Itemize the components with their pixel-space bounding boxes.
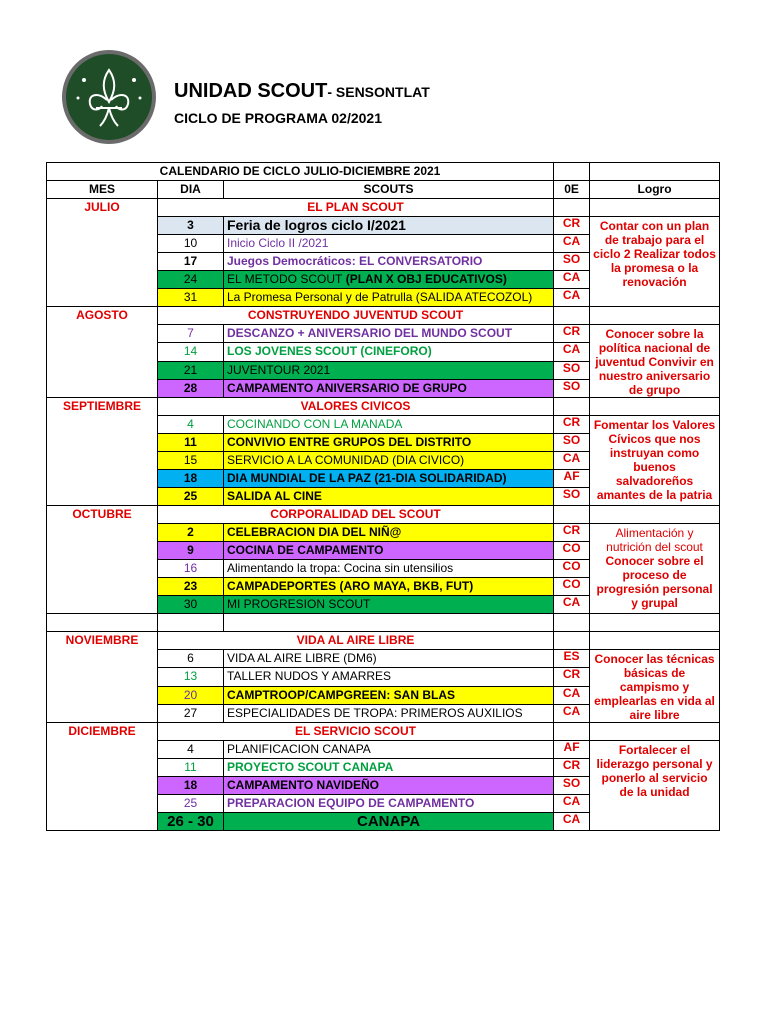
activity-cell	[224, 596, 554, 614]
spacer-row	[47, 614, 720, 632]
logro-text: Contar con un plan de trabajo para el ciclo 2 Realizar todos la promesa o la renovación	[593, 219, 716, 289]
oe-code: CR	[554, 217, 590, 235]
col-header-mes: MES	[47, 181, 158, 199]
day-cell: 25	[158, 488, 224, 506]
activity-cell	[224, 813, 554, 831]
col-header-dia: DIA	[158, 181, 224, 199]
day-cell: 31	[158, 289, 224, 307]
activity-cell	[224, 343, 554, 361]
activity-cell	[224, 741, 554, 759]
activity-cell	[224, 488, 554, 506]
day-cell: 25	[158, 795, 224, 813]
day-cell: 17	[158, 253, 224, 271]
oe-code: SO	[554, 488, 590, 506]
activity-text: Feria de logros ciclo I/2021	[227, 217, 406, 233]
activity-cell	[224, 470, 554, 488]
col-header-scouts: SCOUTS	[224, 181, 554, 199]
activity-text: SERVICIO A LA COMUNIDAD (DIA CIVICO)	[227, 453, 465, 467]
activity-text: CONVIVIO ENTRE GRUPOS DEL DISTRITO	[227, 435, 472, 449]
section-title: EL SERVICIO SCOUT	[158, 723, 554, 741]
col-header-oe: 0E	[554, 181, 590, 199]
section-title: VALORES CIVICOS	[158, 398, 554, 416]
activity-cell	[224, 217, 554, 235]
logro-text-normal: Alimentación y nutrición del scout	[606, 526, 703, 554]
activity-text: LOS JOVENES SCOUT (CINEFORO)	[227, 344, 432, 359]
oe-code: CA	[554, 704, 590, 722]
month-label: SEPTIEMBRE	[47, 398, 158, 506]
day-cell: 7	[158, 325, 224, 343]
activity-text: PROYECTO SCOUT CANAPA	[227, 760, 394, 774]
day-cell: 16	[158, 560, 224, 578]
activity-text: Juegos Democráticos: EL CONVERSATORIO	[227, 254, 483, 268]
day-cell: 15	[158, 452, 224, 470]
calendar-table	[46, 162, 720, 831]
activity-text: PLANIFICACION CANAPA	[227, 742, 371, 756]
activity-cell	[224, 686, 554, 704]
activity-cell	[224, 560, 554, 578]
logro-cell	[590, 524, 720, 614]
month-label: DICIEMBRE	[47, 723, 158, 831]
activity-text: La Promesa Personal y de Patrulla (SALIDA ATECOZOL)	[227, 290, 533, 304]
oe-code: AF	[554, 741, 590, 759]
activity-cell	[224, 361, 554, 379]
activity-text: CAMPAMENTO ANIVERSARIO DE GRUPO	[227, 380, 467, 395]
day-cell: 23	[158, 578, 224, 596]
activity-text: MI PROGRESION SCOUT	[227, 597, 371, 611]
activity-text: VIDA AL AIRE LIBRE (DM6)	[227, 651, 377, 666]
month-label: NOVIEMBRE	[47, 632, 158, 723]
oe-code: CO	[554, 560, 590, 578]
activity-text: CELEBRACION DIA DEL NIÑ@	[227, 525, 402, 539]
activity-text: DESCANZO + ANIVERSARIO DEL MUNDO SCOUT	[227, 326, 513, 341]
activity-cell	[224, 650, 554, 668]
section-title: VIDA AL AIRE LIBRE	[158, 632, 554, 650]
section-title: CONSTRUYENDO JUVENTUD SCOUT	[158, 307, 554, 325]
oe-code: CR	[554, 759, 590, 777]
month-label: JULIO	[47, 199, 158, 307]
activity-cell	[224, 777, 554, 795]
oe-code: ES	[554, 650, 590, 668]
oe-code: CA	[554, 289, 590, 307]
oe-code: CO	[554, 578, 590, 596]
oe-code: CR	[554, 524, 590, 542]
day-cell: 28	[158, 379, 224, 397]
oe-code: CR	[554, 668, 590, 686]
scout-logo	[62, 50, 156, 144]
day-cell: 21	[158, 361, 224, 379]
day-cell: 18	[158, 777, 224, 795]
activity-cell	[224, 578, 554, 596]
activity-text: COCINA DE CAMPAMENTO	[227, 543, 384, 557]
activity-text: DIA MUNDIAL DE LA PAZ (21-DIA SOLIDARIDAD)	[227, 471, 507, 485]
logro-text: Fortalecer el liderazgo personal y ponerlo al servicio de la unidad	[596, 743, 713, 799]
month-section-row	[47, 307, 720, 325]
page-title	[174, 80, 430, 103]
activity-text: CANAPA	[356, 813, 421, 830]
logro-cell	[590, 650, 720, 723]
activity-text: Alimentando la tropa: Cocina sin utensilios	[227, 561, 454, 575]
logro-cell	[590, 741, 720, 831]
oe-code: CA	[554, 813, 590, 831]
logro-text: Conocer sobre la política nacional de juventud Convivir en nuestro aniversario de grupo	[595, 327, 714, 397]
section-title: EL PLAN SCOUT	[158, 199, 554, 217]
day-cell: 20	[158, 686, 224, 704]
activity-cell	[224, 416, 554, 434]
activity-text: CAMPTROOP/CAMPGREEN: SAN BLAS	[227, 687, 456, 702]
day-cell: 27	[158, 704, 224, 722]
oe-code: SO	[554, 379, 590, 397]
day-cell: 11	[158, 434, 224, 452]
activity-cell	[224, 542, 554, 560]
calendar-title-row	[47, 163, 720, 181]
month-label: AGOSTO	[47, 307, 158, 398]
calendar-title: CALENDARIO DE CICLO JULIO-DICIEMBRE 2021	[47, 163, 554, 181]
activity-text: COCINANDO CON LA MANADA	[227, 417, 403, 431]
day-cell: 4	[158, 741, 224, 759]
activity-text: CAMPADEPORTES (ARO MAYA, BKB, FUT)	[227, 579, 474, 593]
day-cell: 26 - 30	[158, 813, 224, 831]
page-subtitle: CICLO DE PROGRAMA 02/2021	[174, 110, 382, 126]
oe-code: CA	[554, 343, 590, 361]
activity-text: PREPARACION EQUIPO DE CAMPAMENTO	[227, 796, 475, 810]
month-section-row	[47, 398, 720, 416]
day-cell: 10	[158, 235, 224, 253]
oe-code: SO	[554, 777, 590, 795]
oe-code: CA	[554, 452, 590, 470]
logro-text: Conocer sobre el proceso de progresión personal y grupal	[596, 554, 713, 610]
oe-code: CR	[554, 416, 590, 434]
title-suffix: - SENSONTLAT	[327, 84, 430, 100]
oe-code: CA	[554, 235, 590, 253]
oe-code: CA	[554, 596, 590, 614]
oe-code: CA	[554, 271, 590, 289]
oe-code: SO	[554, 253, 590, 271]
activity-cell	[224, 379, 554, 397]
oe-code: CR	[554, 325, 590, 343]
logro-cell	[590, 416, 720, 506]
day-cell: 14	[158, 343, 224, 361]
activity-cell	[224, 289, 554, 307]
activity-cell	[224, 325, 554, 343]
day-cell: 18	[158, 470, 224, 488]
day-cell: 3	[158, 217, 224, 235]
logro-cell	[590, 217, 720, 307]
activity-cell	[224, 704, 554, 722]
day-cell: 6	[158, 650, 224, 668]
month-section-row	[47, 199, 720, 217]
oe-code: SO	[554, 434, 590, 452]
activity-cell	[224, 271, 554, 289]
activity-cell	[224, 524, 554, 542]
day-cell: 2	[158, 524, 224, 542]
oe-code: SO	[554, 361, 590, 379]
activity-text: SALIDA AL CINE	[227, 489, 322, 503]
column-header-row	[47, 181, 720, 199]
oe-code: AF	[554, 470, 590, 488]
activity-cell	[224, 434, 554, 452]
logro-text: Fomentar los Valores Cívicos que nos instruyan como buenos salvadoreños amantes de la patria	[593, 418, 716, 502]
day-cell: 24	[158, 271, 224, 289]
activity-text-bold: (PLAN X OBJ EDUCATIVOS)	[342, 272, 507, 286]
fleur-de-lis-icon	[62, 50, 156, 144]
activity-cell	[224, 253, 554, 271]
activity-text: TALLER NUDOS Y AMARRES	[227, 669, 392, 684]
month-section-row	[47, 506, 720, 524]
activity-cell	[224, 795, 554, 813]
oe-code: CO	[554, 542, 590, 560]
activity-cell	[224, 668, 554, 686]
section-title: CORPORALIDAD DEL SCOUT	[158, 506, 554, 524]
logro-cell	[590, 325, 720, 398]
day-cell: 9	[158, 542, 224, 560]
col-header-logro: Logro	[590, 181, 720, 199]
activity-cell	[224, 452, 554, 470]
day-cell: 30	[158, 596, 224, 614]
activity-text: Inicio Ciclo II /2021	[227, 236, 329, 250]
activity-cell	[224, 235, 554, 253]
activity-text: EL METODO SCOUT	[227, 272, 343, 286]
activity-text: CAMPAMENTO NAVIDEÑO	[227, 778, 380, 792]
title-main: UNIDAD SCOUT	[174, 80, 328, 102]
month-section-row	[47, 723, 720, 741]
month-section-row	[47, 632, 720, 650]
activity-text: ESPECIALIDADES DE TROPA: PRIMEROS AUXILIOS	[227, 705, 523, 720]
activity-cell	[224, 759, 554, 777]
day-cell: 4	[158, 416, 224, 434]
activity-text: JUVENTOUR 2021	[227, 362, 331, 377]
oe-code: CA	[554, 686, 590, 704]
day-cell: 11	[158, 759, 224, 777]
oe-code: CA	[554, 795, 590, 813]
logro-text: Conocer las técnicas básicas de campismo y emplearlas en vida al aire libre	[594, 652, 715, 722]
month-label: OCTUBRE	[47, 506, 158, 614]
day-cell: 13	[158, 668, 224, 686]
